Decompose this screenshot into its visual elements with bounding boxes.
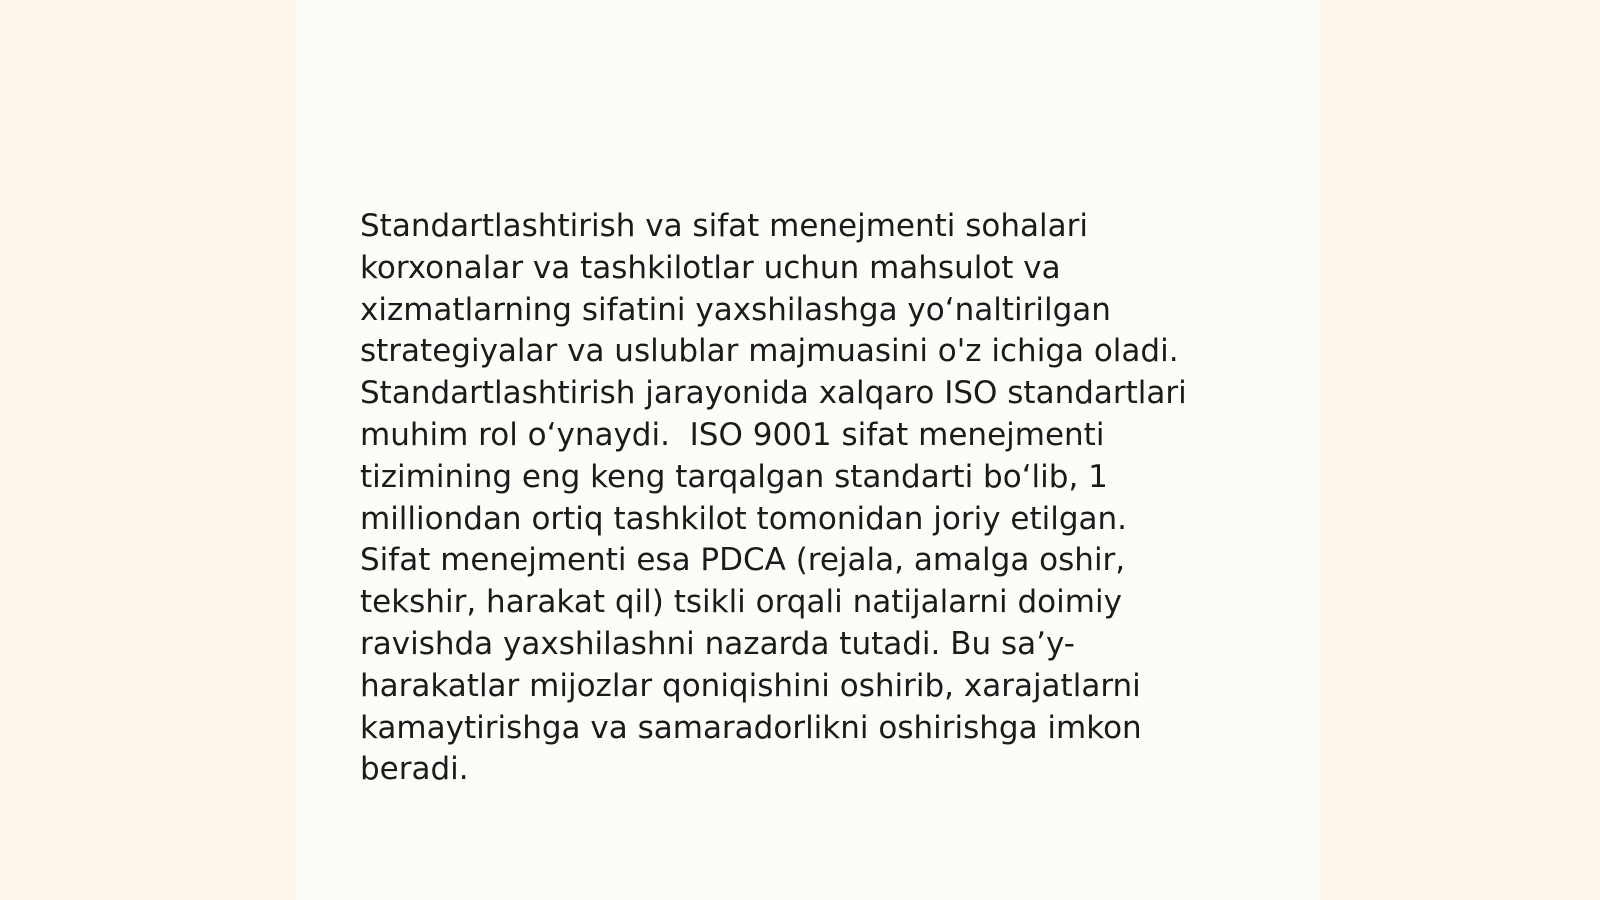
paragraph-line: beradi.	[360, 751, 469, 788]
paragraph-line: xizmatlarning sifatini yaxshilashga yo‘naltirilgan	[360, 291, 1111, 328]
body-paragraph	[360, 206, 1260, 791]
paragraph-line: Standartlashtirish jarayonida xalqaro ISO standartlari	[360, 375, 1187, 412]
paragraph-line: strategiyalar va uslublar majmuasini o'z ichiga oladi.	[360, 333, 1179, 370]
paragraph-line: harakatlar mijozlar qoniqishini oshirib, xarajatlarni	[360, 667, 1141, 704]
paragraph-line: Standartlashtirish va sifat menejmenti sohalari	[360, 208, 1088, 244]
paragraph-line: tekshir, harakat qil) tsikli orqali natijalarni doimiy	[360, 584, 1122, 621]
paragraph-line: milliondan ortiq tashkilot tomonidan joriy etilgan.	[360, 500, 1128, 537]
paragraph-line: ravishda yaxshilashni nazarda tutadi. Bu sa’y-	[360, 625, 1075, 662]
paragraph-line: tizimining eng keng tarqalgan standarti bo‘lib, 1	[360, 458, 1108, 495]
paragraph-line: Sifat menejmenti esa PDCA (rejala, amalga oshir,	[360, 542, 1126, 579]
paragraph-line: korxonalar va tashkilotlar uchun mahsulot va	[360, 249, 1061, 286]
paragraph-line: kamaytirishga va samaradorlikni oshirishga imkon	[360, 709, 1142, 746]
paragraph-line: muhim rol o‘ynaydi. ISO 9001 sifat menejmenti	[360, 416, 1105, 453]
